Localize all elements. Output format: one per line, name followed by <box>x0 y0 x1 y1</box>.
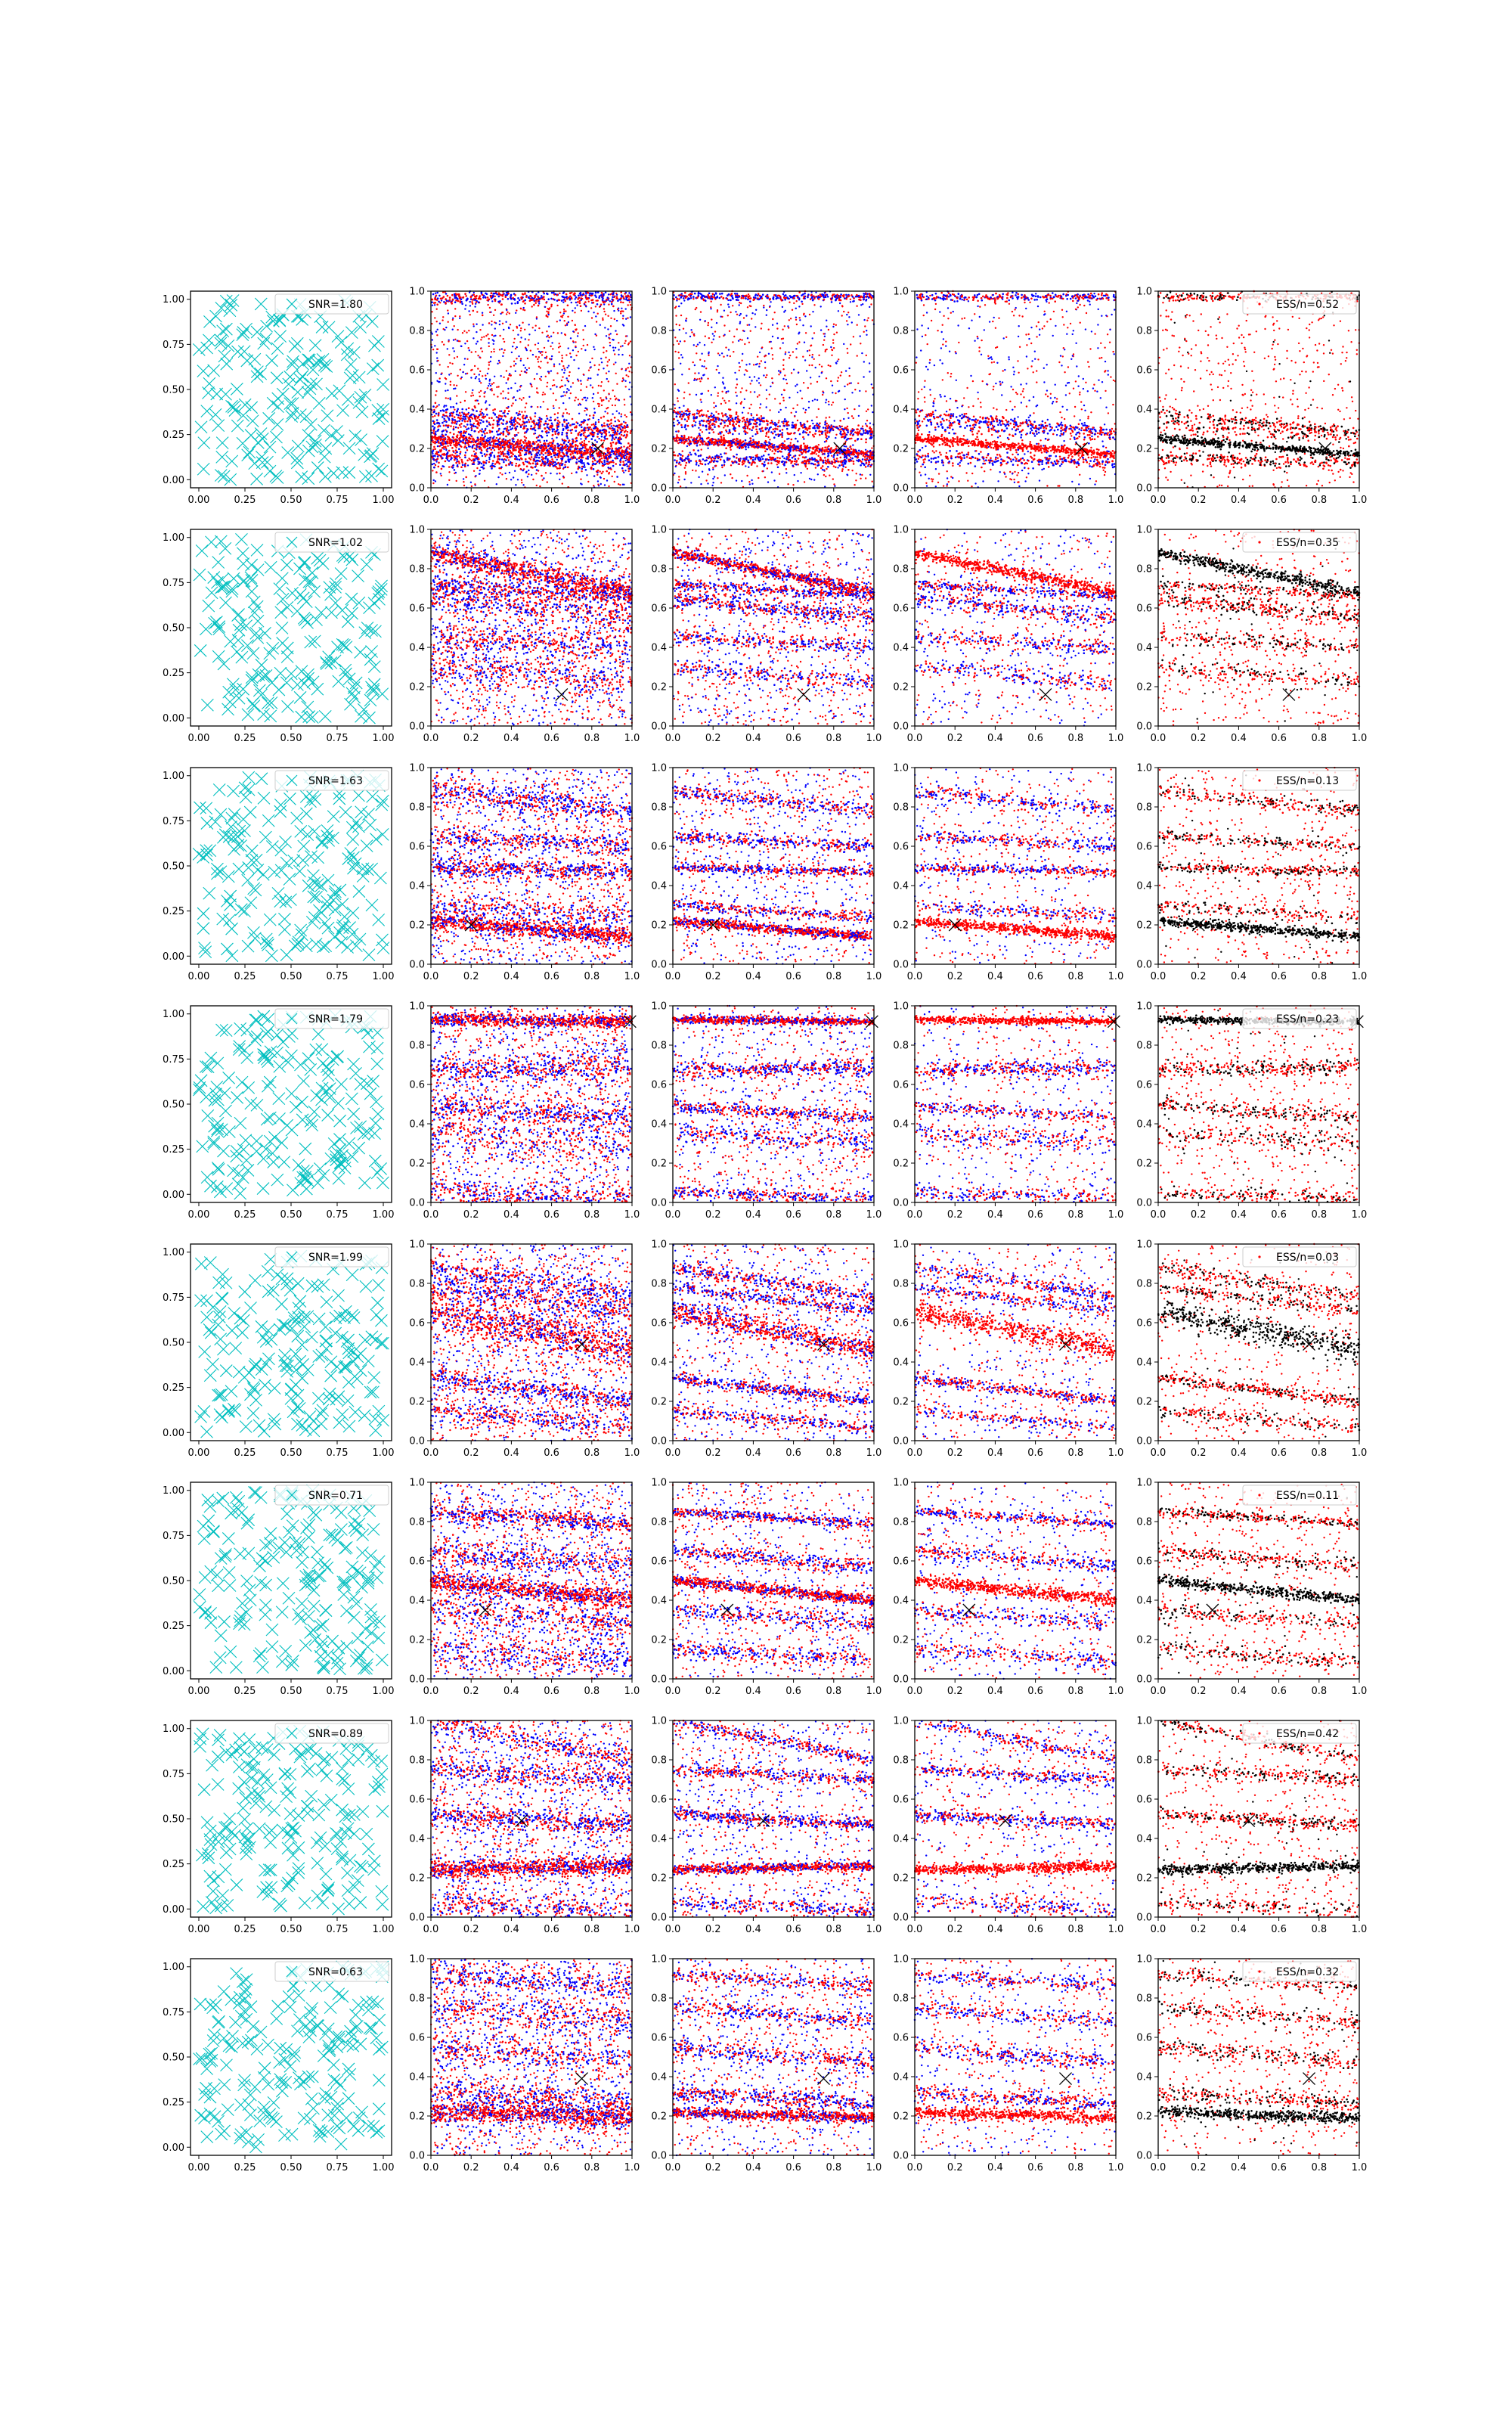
stage-1-axis-ytick-label: 0.8 <box>409 326 425 337</box>
stage-1-axis-ytick-label: 1.0 <box>409 287 425 298</box>
particle-point <box>475 351 476 352</box>
observation-marker <box>376 465 388 477</box>
particle-point <box>561 360 562 361</box>
observation-marker <box>225 473 237 486</box>
observation-marker <box>287 397 299 409</box>
observation-marker <box>227 295 239 307</box>
observation-marker <box>249 458 261 470</box>
particle-point <box>520 330 522 331</box>
particle-point <box>578 399 579 400</box>
particle-point <box>556 321 558 322</box>
particle-point <box>556 473 558 474</box>
observation-marker <box>349 430 361 442</box>
particle-point <box>480 339 482 340</box>
observation-marker <box>302 354 314 366</box>
particle-point <box>544 393 546 395</box>
observation-marker <box>332 435 344 447</box>
particle-point <box>593 346 594 348</box>
particle-point <box>545 472 547 473</box>
particle-point <box>491 351 492 352</box>
observation-marker <box>222 340 234 352</box>
observation-marker <box>209 408 222 420</box>
observation-marker <box>245 430 257 442</box>
observation-marker <box>284 371 296 383</box>
observation-marker <box>220 323 232 335</box>
observation-marker <box>195 421 207 433</box>
particle-point <box>452 347 454 349</box>
observation-marker <box>203 377 215 389</box>
observation-marker <box>198 437 210 449</box>
particle-point <box>456 395 457 396</box>
observation-marker <box>355 321 367 334</box>
particle-point <box>531 386 532 387</box>
particle-point <box>482 455 483 457</box>
observation-marker <box>330 426 342 438</box>
observation-marker <box>327 467 339 479</box>
observation-marker <box>345 327 358 339</box>
observation-marker <box>255 298 267 310</box>
stage-1-axis-xtick-label: 0.4 <box>503 495 519 506</box>
particle-point <box>593 312 594 313</box>
particle-point <box>497 396 498 397</box>
observation-marker <box>318 424 330 436</box>
observation-marker <box>309 340 321 352</box>
particle-point <box>506 478 507 479</box>
particle-point <box>575 302 577 303</box>
particle-point <box>608 486 609 487</box>
observation-marker <box>294 374 306 386</box>
observation-marker <box>264 441 276 453</box>
observation-marker <box>215 337 227 349</box>
stage-1-axis-xtick-label: 0.2 <box>463 495 479 506</box>
particle-point <box>469 349 470 351</box>
particle-point <box>517 432 519 433</box>
observation-marker <box>271 343 284 355</box>
observation-marker <box>321 410 333 422</box>
particle-point <box>520 358 522 359</box>
observation-marker <box>311 461 324 473</box>
particle-point <box>468 433 469 435</box>
particle-point <box>598 421 600 423</box>
stage-1-axis-xtick-label: 0.0 <box>423 495 439 506</box>
stage-1-axis-xtick-label: 1.0 <box>624 495 640 506</box>
particle-point <box>503 329 504 330</box>
observations-axis-ytick-label: 0.50 <box>163 385 184 396</box>
observation-marker <box>201 342 213 354</box>
observation-marker <box>263 412 275 424</box>
observation-marker <box>212 420 225 432</box>
particle-points <box>430 290 633 489</box>
particle-point <box>479 470 481 471</box>
legend-snr-label: SNR=1.80 <box>308 299 363 311</box>
stage-1-axis-xtick-label: 0.6 <box>544 495 559 506</box>
particle-point <box>445 383 446 384</box>
observation-marker <box>359 389 371 401</box>
observation-marker <box>325 429 337 441</box>
observation-marker <box>271 372 283 384</box>
observation-marker <box>260 333 272 345</box>
observation-marker <box>231 383 243 395</box>
particle-point <box>618 354 619 355</box>
particle-point <box>528 473 529 475</box>
particle-point <box>466 340 468 342</box>
observation-marker <box>271 431 283 443</box>
particle-point <box>516 463 517 464</box>
observation-marker <box>296 371 308 383</box>
particle-point <box>502 397 503 399</box>
particle-point <box>628 448 630 449</box>
particle-point <box>518 355 519 357</box>
particle-point <box>499 320 500 321</box>
particle-point <box>546 386 547 387</box>
particle-point <box>470 482 472 483</box>
observation-marker <box>289 340 301 352</box>
particle-point <box>463 485 465 486</box>
particle-point <box>450 381 451 383</box>
observation-marker <box>266 355 278 367</box>
panel-observations-row-1 <box>163 291 394 506</box>
particle-point <box>526 369 528 371</box>
particle-point <box>615 361 616 363</box>
observation-marker <box>211 388 223 400</box>
observation-marker <box>218 350 231 362</box>
particle-point <box>457 375 458 377</box>
particle-point <box>492 409 494 411</box>
observation-marker <box>203 315 215 327</box>
observation-marker <box>274 330 287 343</box>
observation-marker <box>216 437 228 449</box>
observation-marker <box>373 413 385 425</box>
observation-marker <box>251 326 263 338</box>
particle-point <box>474 306 476 307</box>
particle-point <box>528 334 530 335</box>
particle-point <box>569 352 571 354</box>
particle-point <box>606 396 607 398</box>
observation-marker <box>343 442 355 455</box>
observation-marker <box>343 467 355 479</box>
observation-marker <box>267 315 279 327</box>
particle-point <box>600 483 602 485</box>
observation-marker <box>337 405 349 417</box>
observation-marker <box>323 321 335 334</box>
particle-point <box>575 341 576 343</box>
particle-point <box>550 336 552 337</box>
observation-marker <box>237 327 249 339</box>
observation-marker <box>217 325 229 337</box>
particle-point <box>561 380 562 381</box>
particle-point <box>528 419 529 420</box>
observation-marker <box>215 334 227 346</box>
observation-marker <box>272 392 284 405</box>
observation-marker <box>292 386 304 399</box>
observation-marker <box>255 368 267 380</box>
observation-marker <box>197 463 209 475</box>
particle-point <box>605 314 606 315</box>
observation-marker <box>377 378 389 390</box>
observation-markers <box>193 295 389 486</box>
observation-marker <box>302 445 314 457</box>
particle-point <box>613 425 615 427</box>
observation-marker <box>216 451 228 463</box>
particle-point <box>468 347 469 349</box>
particle-point <box>625 318 627 320</box>
observations-axis-xtick-label: 0.50 <box>280 495 302 506</box>
observation-marker <box>376 411 389 423</box>
observations-axis-xtick-label: 1.00 <box>373 495 395 506</box>
observation-marker <box>305 418 317 430</box>
particle-point <box>511 405 513 406</box>
observation-marker <box>342 343 354 355</box>
observation-marker <box>376 436 389 448</box>
observations-axis-ytick-label: 0.00 <box>163 475 184 486</box>
observation-marker <box>345 358 357 371</box>
particle-point <box>453 426 454 427</box>
particle-point <box>488 458 490 460</box>
particle-point <box>593 408 595 409</box>
particle-point <box>569 397 570 399</box>
observation-marker <box>321 361 333 373</box>
particle-point <box>456 385 457 386</box>
particle-point <box>556 437 557 439</box>
observation-marker <box>355 434 367 446</box>
particle-point <box>497 386 499 387</box>
particle-point <box>520 337 522 338</box>
observation-marker <box>368 340 380 352</box>
observation-marker <box>237 329 249 341</box>
observation-marker <box>292 440 304 452</box>
particle-point <box>586 474 587 476</box>
particle-point <box>522 484 524 486</box>
observation-marker <box>316 321 328 333</box>
particle-point <box>562 482 563 484</box>
observation-marker <box>226 455 238 467</box>
particle-point <box>557 412 559 414</box>
observation-marker <box>318 451 330 463</box>
particle-point <box>603 346 604 348</box>
observation-marker <box>346 369 358 381</box>
observation-marker <box>336 467 349 479</box>
observation-marker <box>251 473 263 485</box>
particle-point <box>551 438 553 439</box>
observations-axis-xtick-label: 0.25 <box>234 495 256 506</box>
particle-point <box>546 330 547 332</box>
particle-point <box>587 397 588 399</box>
observations-axis-xtick-label: 0.75 <box>327 495 349 506</box>
particle-point <box>564 384 565 386</box>
row-1 <box>163 287 1367 507</box>
observation-marker <box>264 465 276 477</box>
particle-point <box>582 329 584 330</box>
particle-point <box>562 376 563 377</box>
particle-point <box>488 383 490 384</box>
particle-point <box>553 408 554 409</box>
observation-marker <box>284 398 296 410</box>
observation-marker <box>367 363 379 375</box>
particle-point <box>535 356 537 358</box>
particle-point <box>509 312 510 314</box>
observation-marker <box>210 310 222 322</box>
particle-point <box>546 415 547 417</box>
observation-marker <box>366 470 378 482</box>
particle-point <box>541 354 543 355</box>
particle-point <box>516 309 517 311</box>
stage-1-axis-ytick-label: 0.6 <box>409 365 425 377</box>
observation-marker <box>304 383 316 395</box>
stage-1-axis-ytick-label: 0.2 <box>409 444 425 455</box>
particle-point <box>583 345 584 346</box>
observation-marker <box>238 346 250 358</box>
panel-stage-1-row-1 <box>409 287 640 507</box>
particle-point <box>553 384 555 386</box>
observations-axis-xtick-label: 0.00 <box>188 495 210 506</box>
stage-1-axis-ytick-label: 0.4 <box>409 405 425 416</box>
observation-marker <box>359 470 371 482</box>
particle-point <box>519 398 520 399</box>
observation-marker <box>320 442 332 455</box>
stage-1-axis-ytick-label: 0.0 <box>409 483 425 495</box>
particle-point <box>589 415 590 417</box>
observations-axis-ytick-label: 1.00 <box>163 294 184 306</box>
observation-marker <box>270 470 282 482</box>
observation-marker <box>203 334 215 346</box>
observation-marker <box>215 302 228 314</box>
observation-marker <box>241 355 253 367</box>
particle-point <box>538 302 540 304</box>
particle-point <box>553 380 554 381</box>
observations-axis-ytick-label: 0.75 <box>163 340 184 351</box>
observation-marker <box>356 406 368 418</box>
observation-marker <box>226 400 238 412</box>
particle-point <box>547 361 548 363</box>
observations-axis-ytick-label: 0.25 <box>163 430 184 441</box>
particle-point <box>625 386 627 387</box>
particle-point <box>506 370 507 371</box>
particle-point <box>610 325 612 327</box>
particle-point <box>491 321 492 322</box>
particle-point <box>514 338 516 340</box>
observation-marker <box>271 418 284 430</box>
observation-marker <box>302 430 314 442</box>
observation-marker <box>296 471 308 483</box>
particle-point <box>559 407 560 408</box>
observation-marker <box>258 337 270 349</box>
particle-point <box>630 366 631 368</box>
particle-point <box>479 374 480 375</box>
particle-point <box>507 388 509 389</box>
legend-snr <box>275 294 389 314</box>
observation-marker <box>201 405 213 417</box>
observation-marker <box>313 397 325 409</box>
particle-point <box>532 354 534 355</box>
stage-1-axis-xtick-label: 0.8 <box>584 495 600 506</box>
observation-marker <box>208 365 220 377</box>
observation-marker <box>319 470 331 482</box>
observation-marker <box>231 420 243 432</box>
observation-marker <box>302 386 314 399</box>
particle-point <box>496 483 497 485</box>
particle-point <box>562 395 564 396</box>
particle-point <box>445 327 447 328</box>
observation-marker <box>305 378 317 390</box>
particle-point <box>571 302 572 303</box>
observation-marker <box>221 358 233 370</box>
observation-marker <box>197 365 209 377</box>
